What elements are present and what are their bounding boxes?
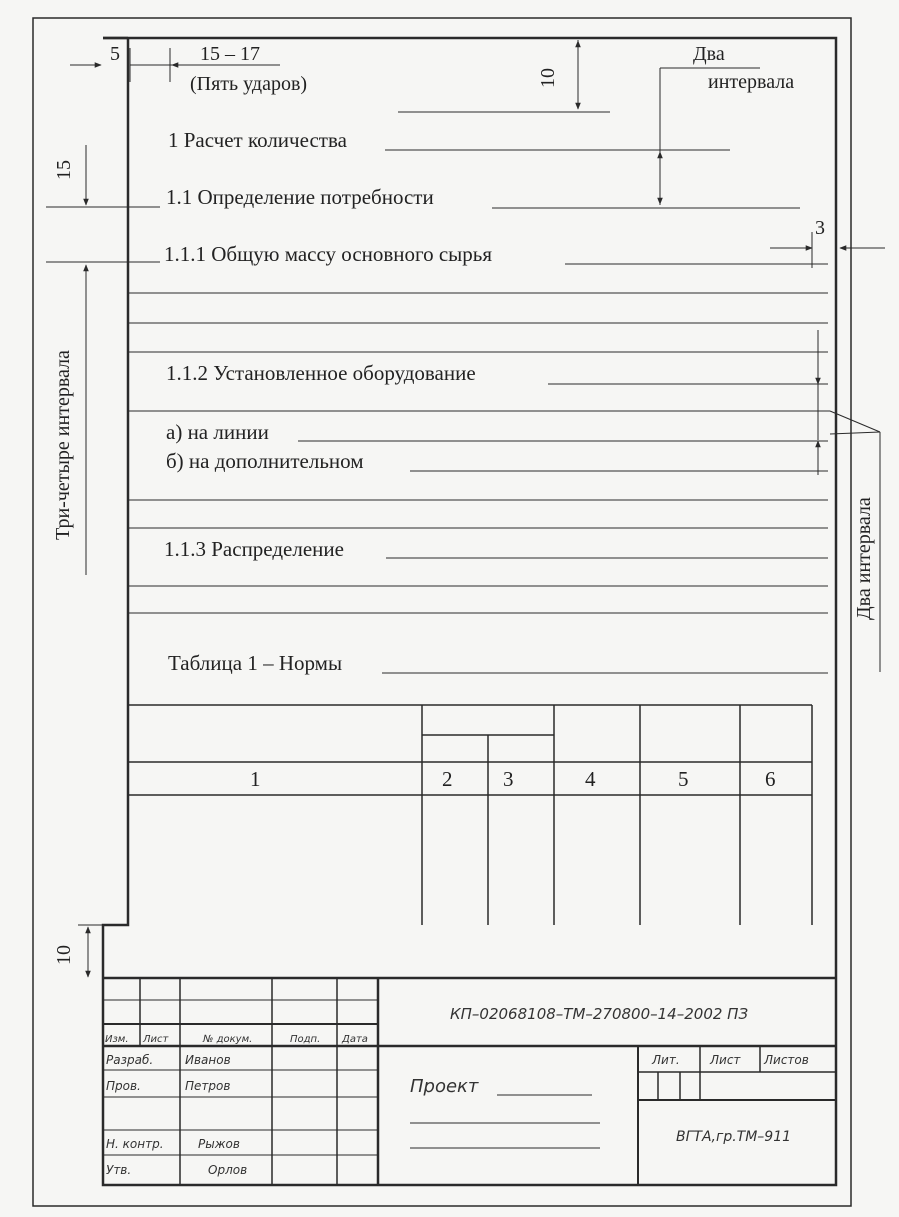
dim-15-label: 15 (53, 160, 75, 180)
heading-1-1-3: 1.1.3 Распределение (164, 537, 344, 561)
dimension-right-3 (770, 217, 885, 268)
dimension-two-intervals-top (660, 43, 794, 205)
project-label: Проект (410, 1076, 479, 1097)
col-2: 2 (442, 767, 453, 791)
role-razrab: Разраб. (106, 1053, 154, 1067)
dim-15-17-label: 15 – 17 (200, 43, 260, 65)
col-4: 4 (585, 767, 596, 791)
dim-5-label: 5 (110, 43, 120, 65)
text-lines (128, 128, 828, 675)
dimension-two-intervals-right (812, 330, 880, 672)
hdr-izm: Изм. (105, 1034, 129, 1045)
name-nkontr: Рыжов (198, 1137, 240, 1151)
five-strokes-label: (Пять ударов) (190, 73, 308, 95)
role-utv: Утв. (106, 1163, 132, 1177)
org-label: ВГТА,гр.ТМ–911 (676, 1129, 792, 1145)
norms-table (128, 705, 812, 925)
sheets-label: Листов (764, 1053, 809, 1067)
item-a: а) на линии (166, 420, 269, 444)
hdr-podp: Подп. (290, 1034, 321, 1045)
dimension-bottom-10 (53, 925, 103, 977)
dim-10-bottom-label: 10 (53, 945, 75, 965)
dimension-three-four-intervals (52, 290, 86, 575)
table-caption: Таблица 1 – Нормы (168, 651, 343, 675)
heading-1: 1 Расчет количества (168, 128, 347, 152)
title-block (103, 978, 836, 1185)
heading-1-1-1: 1.1.1 Общую массу основного сырья (164, 242, 493, 266)
dim-10-top-label: 10 (537, 68, 559, 88)
doc-code: КП–02068108–ТМ–270800–14–2002 ПЗ (450, 1005, 749, 1023)
role-nkontr: Н. контр. (106, 1137, 164, 1151)
name-utv: Орлов (208, 1163, 248, 1177)
hdr-doc: № докум. (203, 1034, 253, 1045)
heading-1-1-2: 1.1.2 Установленное оборудование (166, 361, 476, 385)
name-razrab: Иванов (185, 1053, 231, 1067)
heading-1-1: 1.1 Определение потребности (166, 185, 434, 209)
item-b: б) на дополнительном (166, 449, 364, 473)
sheet-label: Лист (710, 1053, 741, 1067)
col-3: 3 (503, 767, 514, 791)
two-intervals-top-1: Два (693, 43, 725, 65)
lit-label: Лит. (652, 1053, 680, 1067)
dimension-left-15 (46, 145, 160, 290)
dimension-top-10 (398, 40, 610, 112)
hdr-date: Дата (342, 1034, 368, 1045)
col-5: 5 (678, 767, 689, 791)
dim-3-label: 3 (815, 217, 825, 239)
dimension-top-left (70, 43, 307, 95)
two-intervals-right-label: Два интервала (853, 497, 875, 620)
col-6: 6 (765, 767, 776, 791)
paper-edge (33, 18, 851, 1206)
hdr-list: Лист (143, 1034, 169, 1045)
two-intervals-top-2: интервала (708, 71, 795, 93)
name-prov: Петров (185, 1079, 231, 1093)
role-prov: Пров. (106, 1079, 141, 1093)
three-four-intervals-label: Три-четыре интервала (52, 350, 74, 540)
col-1: 1 (250, 767, 261, 791)
